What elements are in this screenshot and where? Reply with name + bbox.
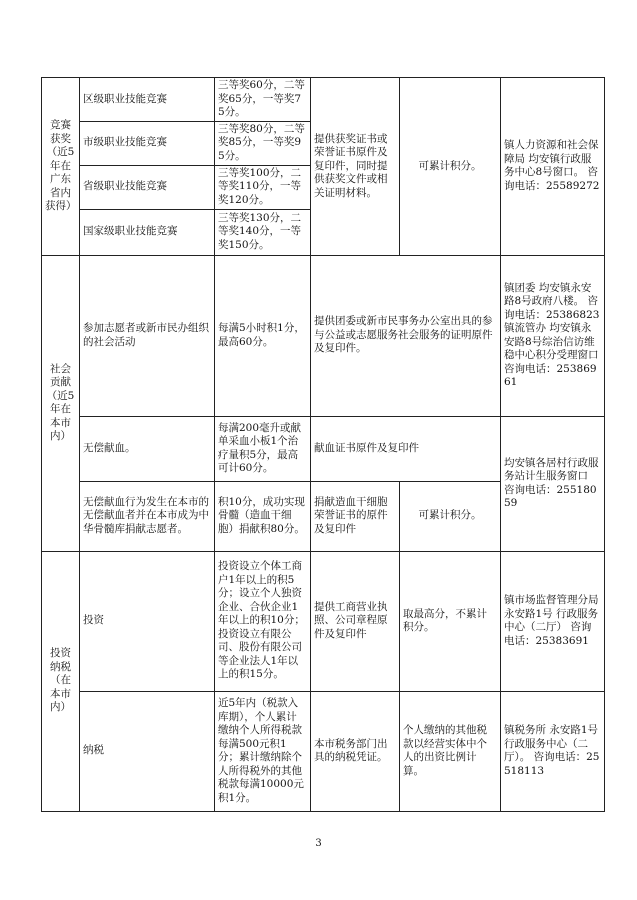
item-name: 区级职业技能竞赛 — [80, 78, 215, 122]
category-social: 社会贡献（近5年在本市内） — [42, 255, 80, 551]
volunteer-materials: 提供团委或新市民事务办公室出具的参与公益或志愿服务社会服务的证明原件及复印件。 — [311, 255, 501, 416]
blood-office: 均安镇各居村行政服务站计生服务窗口 咨询电话：25518059 — [501, 416, 605, 551]
blood-materials: 献血证书原件及复印件 — [311, 416, 501, 481]
item-points: 每满5小时积1分，最高60分。 — [215, 255, 311, 416]
competition-rule: 可累计积分。 — [400, 78, 501, 256]
competition-materials: 提供获奖证书或荣誉证书原件及复印件，同时提供获奖文件或相关证明材料。 — [311, 78, 400, 256]
table-row — [42, 78, 605, 122]
item-name: 投资 — [80, 551, 215, 691]
investment-materials: 提供工商营业执照、公司章程原件及复印件 — [311, 551, 400, 691]
category-invest: 投资纳税（在本市内） — [42, 551, 80, 811]
marrow-rule: 可累计积分。 — [400, 481, 501, 551]
volunteer-office: 镇团委 均安镇永安路8号政府八楼。 咨询电话：25386823 镇流管办 均安镇永安路8号综治信访维稳中心积分受理窗口 咨询电话：25386961 — [501, 255, 605, 416]
competition-office: 镇人力资源和社会保障局 均安镇行政服务中心8号窗口。 咨询电话：25589272 — [501, 78, 605, 256]
item-name: 无偿献血行为发生在本市的无偿献血者并在本市成为中华骨髓库捐献志愿者。 — [80, 481, 215, 551]
tax-rule: 个人缴纳的其他税款以经营实体中个人的出资比例计算。 — [400, 691, 501, 811]
item-points: 三等奖80分，二等奖85分，一等奖95分。 — [215, 121, 311, 165]
page-number: 3 — [315, 838, 322, 849]
table-row — [42, 691, 605, 811]
item-points: 投资设立个体工商户1年以上的积5分；设立个人独资企业、合伙企业1年以上的积10分；投资设立有限公司、股份有限公司等企业法人1年以上的积15分。 — [215, 551, 311, 691]
item-points: 积10分，成功实现骨髓（造血干细胞）捐献积80分。 — [215, 481, 311, 551]
item-points: 三等奖60分，二等奖65分，一等奖75分。 — [215, 78, 311, 122]
item-name: 市级职业技能竞赛 — [80, 121, 215, 165]
item-name: 参加志愿者或新市民办组织的社会活动 — [80, 255, 215, 416]
tax-office: 镇税务所 永安路1号 行政服务中心（二厅）。 咨询电话：25518113 — [501, 691, 605, 811]
table-row — [42, 255, 605, 416]
item-points: 每满200毫升或献单采血小板1个治疗量积5分，最高可计60分。 — [215, 416, 311, 481]
investment-office: 镇市场监督管理分局 永安路1号 行政服务中心（二厅） 咨询电话：25383691 — [501, 551, 605, 691]
item-name: 纳税 — [80, 691, 215, 811]
category-competition: 竞赛获奖（近5年在广东省内获得） — [42, 78, 80, 256]
table-row — [42, 551, 605, 691]
investment-rule: 取最高分，不累计积分。 — [400, 551, 501, 691]
item-name: 省级职业技能竞赛 — [80, 165, 215, 209]
item-points: 三等奖100分，二等奖110分，一等奖120分。 — [215, 165, 311, 209]
table-row — [42, 416, 605, 481]
tax-materials: 本市税务部门出具的纳税凭证。 — [311, 691, 400, 811]
item-name: 国家级职业技能竞赛 — [80, 209, 215, 255]
item-name: 无偿献血。 — [80, 416, 215, 481]
item-points: 近5年内（税款入库期），个人累计缴纳个人所得税款每满500元积1分；累计缴纳除个人所得税外的其他税款每满10000元积1分。 — [215, 691, 311, 811]
points-table — [41, 77, 605, 812]
marrow-materials: 捐献造血干细胞荣誉证书的原件及复印件 — [311, 481, 400, 551]
item-points: 三等奖130分，二等奖140分，一等奖150分。 — [215, 209, 311, 255]
